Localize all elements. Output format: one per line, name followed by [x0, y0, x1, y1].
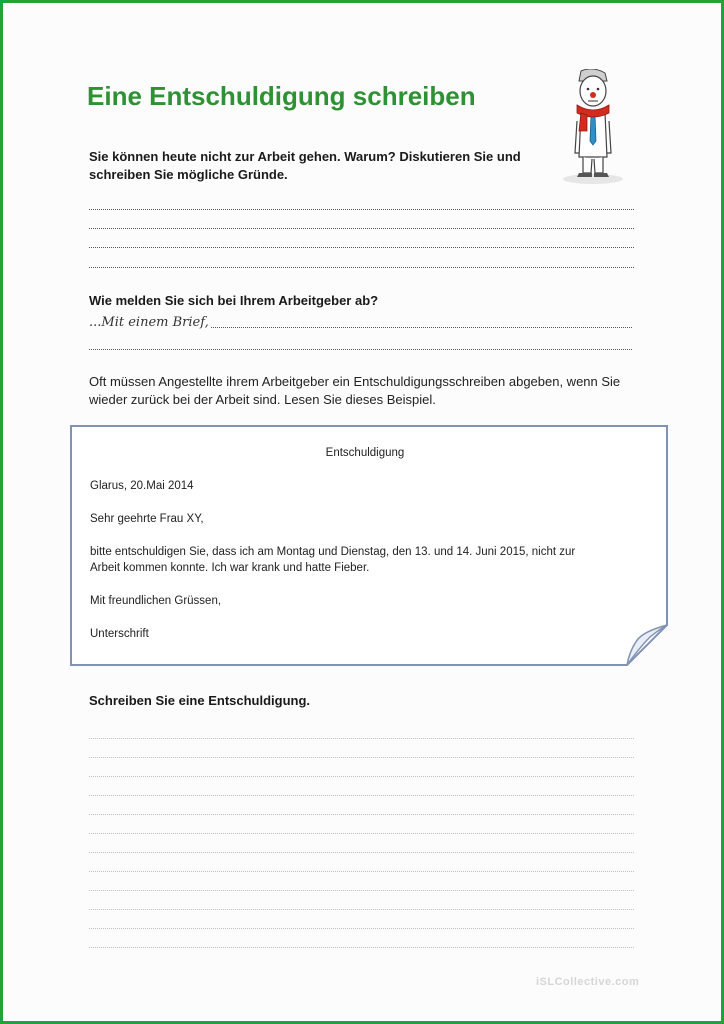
- writing-line[interactable]: [89, 928, 634, 929]
- writing-line[interactable]: [89, 833, 634, 834]
- site-watermark: iSLCollective.com: [536, 976, 640, 988]
- writing-line[interactable]: [89, 890, 634, 891]
- writing-line[interactable]: [89, 349, 632, 350]
- writing-line[interactable]: [89, 267, 634, 268]
- writing-line[interactable]: [89, 228, 634, 229]
- example-letter: [70, 425, 670, 667]
- writing-line[interactable]: [89, 247, 634, 248]
- letter-salutation: Sehr geehrte Frau XY,: [90, 513, 204, 525]
- writing-line[interactable]: [89, 776, 634, 777]
- letter-closing: Mit freundlichen Grüssen,: [90, 595, 222, 607]
- question-reasons: Sie können heute nicht zur Arbeit gehen. Warum? Diskutieren Sie und schreiben Sie mögliche Gründe.: [89, 149, 521, 182]
- intro-paragraph: Oft müssen Angestellte ihrem Arbeitgeber ein Entschuldigungsschreiben abgeben, wenn Sie wieder zurück bei der Arbeit sind. Lesen Sie dieses Beispiel.: [89, 374, 621, 407]
- letter-place-date: Glarus, 20.Mai 2014: [90, 480, 194, 492]
- task-write-excuse: Schreiben Sie eine Entschuldigung.: [89, 693, 311, 708]
- page-title: Eine Entschuldigung schreiben: [87, 81, 476, 111]
- question-how-to-report: Wie melden Sie sich bei Ihrem Arbeitgeber ab?: [89, 293, 379, 308]
- letter-body-line: Arbeit kommen konnte. Ich war krank und hatte Fieber.: [90, 562, 370, 574]
- writing-line[interactable]: [89, 947, 634, 948]
- writing-line[interactable]: [89, 757, 634, 758]
- answer-example: ...Mit einem Brief,: [89, 315, 209, 330]
- sick-man-illustration: [557, 69, 629, 189]
- writing-line[interactable]: [89, 909, 634, 910]
- letter-heading: Entschuldigung: [325, 447, 405, 459]
- writing-line[interactable]: [89, 871, 634, 872]
- writing-line[interactable]: [89, 209, 634, 210]
- writing-line[interactable]: [89, 852, 634, 853]
- writing-line[interactable]: [89, 814, 634, 815]
- writing-line[interactable]: [89, 738, 634, 739]
- writing-line[interactable]: [89, 795, 634, 796]
- letter-body-line: bitte entschuldigen Sie, dass ich am Montag und Dienstag, den 13. und 14. Juni 2015, nicht zur: [90, 546, 576, 558]
- letter-signature: Unterschrift: [90, 628, 149, 640]
